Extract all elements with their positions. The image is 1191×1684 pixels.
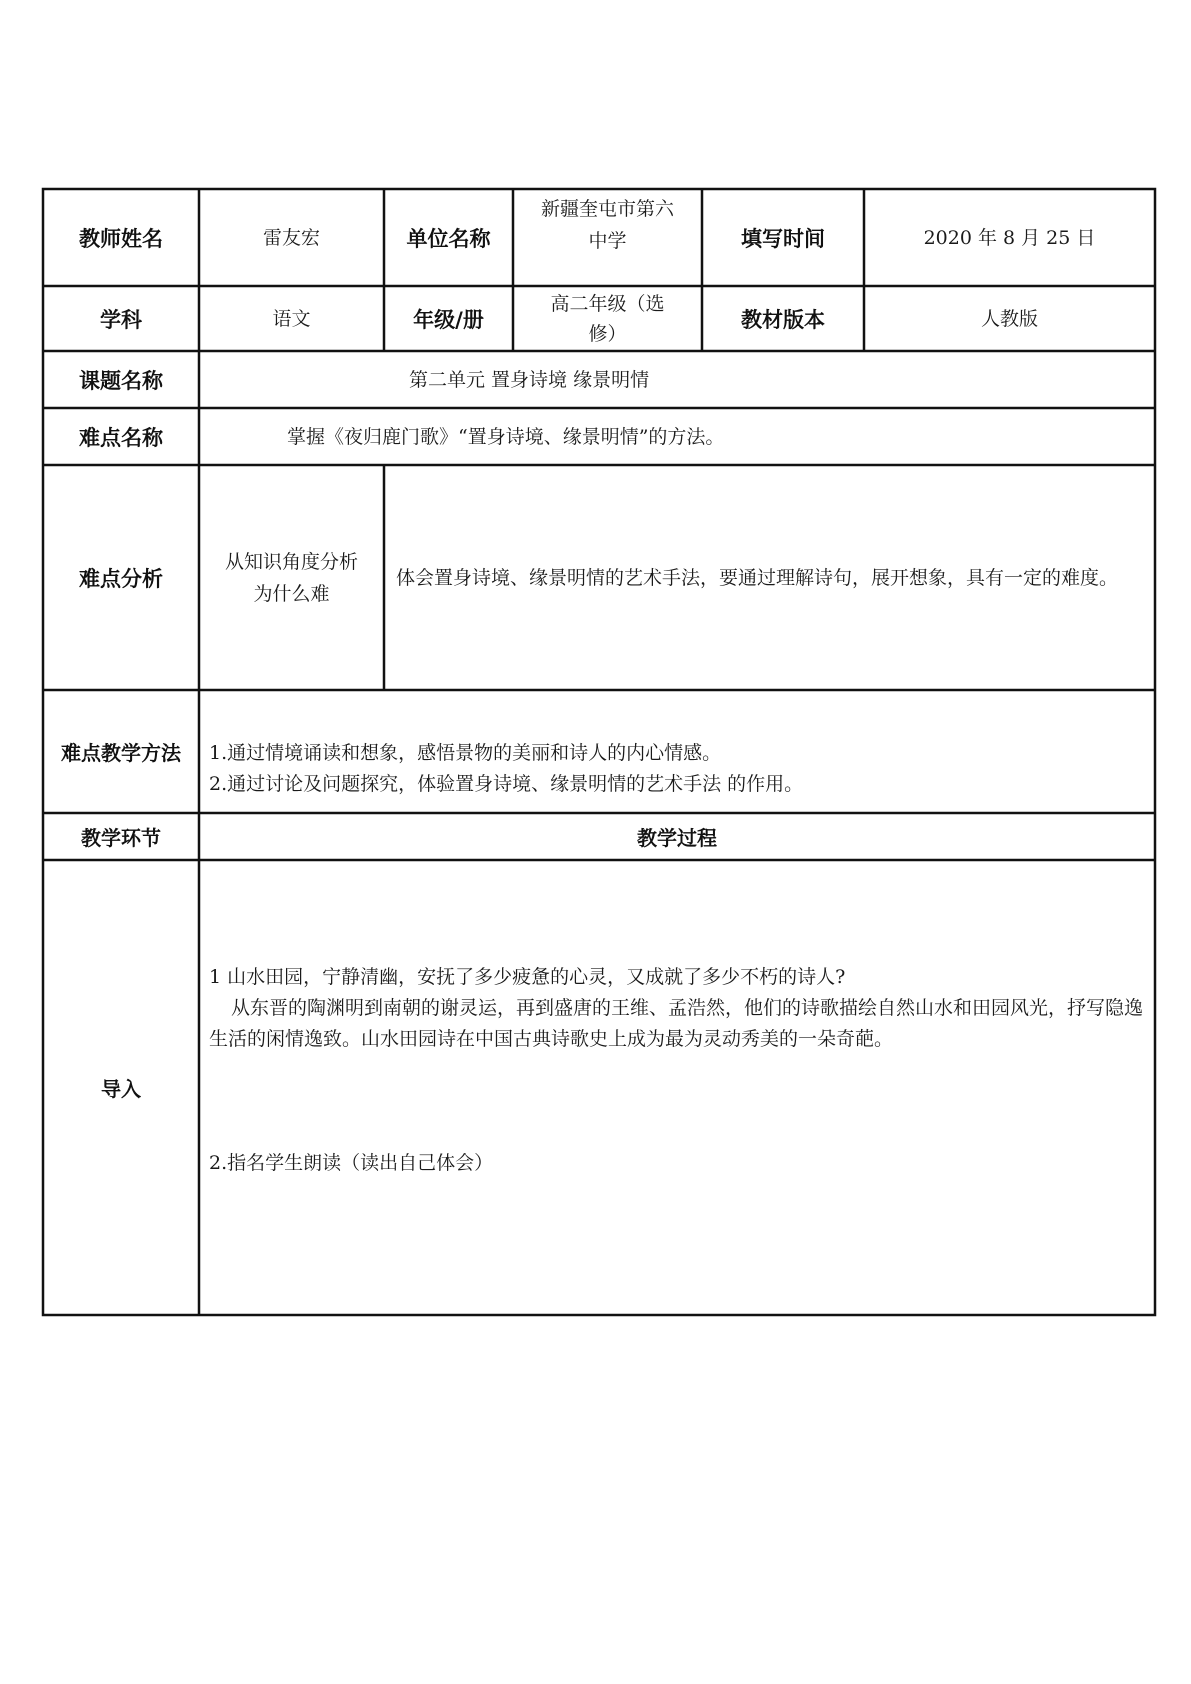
difficulty-label: 难点名称 (79, 425, 163, 450)
analysis-sub-line2: 为什么难 (253, 582, 330, 605)
subject-label: 学科 (100, 307, 142, 332)
intro-label: 导入 (101, 1077, 141, 1101)
teacher-name-label: 教师姓名 (79, 226, 163, 251)
grade-value (513, 286, 702, 351)
unit-name-line2: 中学 (588, 230, 627, 252)
grade-line1: 高二年级（选 (550, 292, 665, 315)
analysis-label: 难点分析 (79, 566, 163, 591)
topic-label: 课题名称 (79, 368, 163, 393)
topic-value: 第二单元 置身诗境 缘景明情 (409, 368, 650, 391)
textbook-value: 人教版 (980, 307, 1038, 330)
analysis-sub-line1: 从知识角度分析 (224, 550, 358, 573)
intro-paragraph-2: 从东晋的陶渊明到南朝的谢灵运，再到盛唐的王维、孟浩然，他们的诗歌描绘自然山水和田园风光，抒写隐逸生活的闲情逸致。山水田园诗在中国古典诗歌史上成为最为灵动秀美的一朵奇葩。 (209, 997, 1144, 1050)
grade-label: 年级/册 (413, 307, 484, 332)
difficulty-value: 掌握《夜归鹿门歌》“置身诗境、缘景明情”的方法。 (287, 425, 725, 448)
fill-time-label: 填写时间 (741, 226, 825, 251)
grade-line2: 修） (588, 322, 627, 345)
method-line-1: 1.通过情境诵读和想象，感悟景物的美丽和诗人的内心情感。 (209, 742, 722, 764)
intro-content (199, 860, 1155, 1315)
intro-paragraph-1: 1 山水田园，宁静清幽，安抚了多少疲惫的心灵，又成就了多少不朽的诗人? (209, 966, 846, 988)
textbook-label: 教材版本 (741, 307, 825, 332)
process-header-label: 教学过程 (637, 826, 717, 850)
fill-time-value: 2020 年 8 月 25 日 (923, 226, 1096, 249)
analysis-sub-label (199, 465, 384, 690)
unit-name-line1: 新疆奎屯市第六 (540, 198, 674, 220)
method-line-2: 2.通过讨论及问题探究，体验置身诗境、缘景明情的艺术手法 的作用。 (209, 773, 804, 795)
intro-paragraph-3: 2.指名学生朗读（读出自己体会） (209, 1152, 494, 1174)
method-content (199, 690, 1155, 813)
analysis-paragraph: 体会置身诗境、缘景明情的艺术手法，要通过理解诗句，展开想象，具有一定的难度。 (396, 566, 1119, 589)
unit-name-label: 单位名称 (406, 226, 491, 251)
teacher-name-value: 雷友宏 (262, 226, 320, 249)
analysis-text (384, 465, 1155, 690)
subject-value: 语文 (272, 307, 311, 330)
method-label: 难点教学方法 (61, 741, 181, 765)
stage-header-label: 教学环节 (81, 826, 161, 850)
unit-name-value (513, 189, 702, 286)
